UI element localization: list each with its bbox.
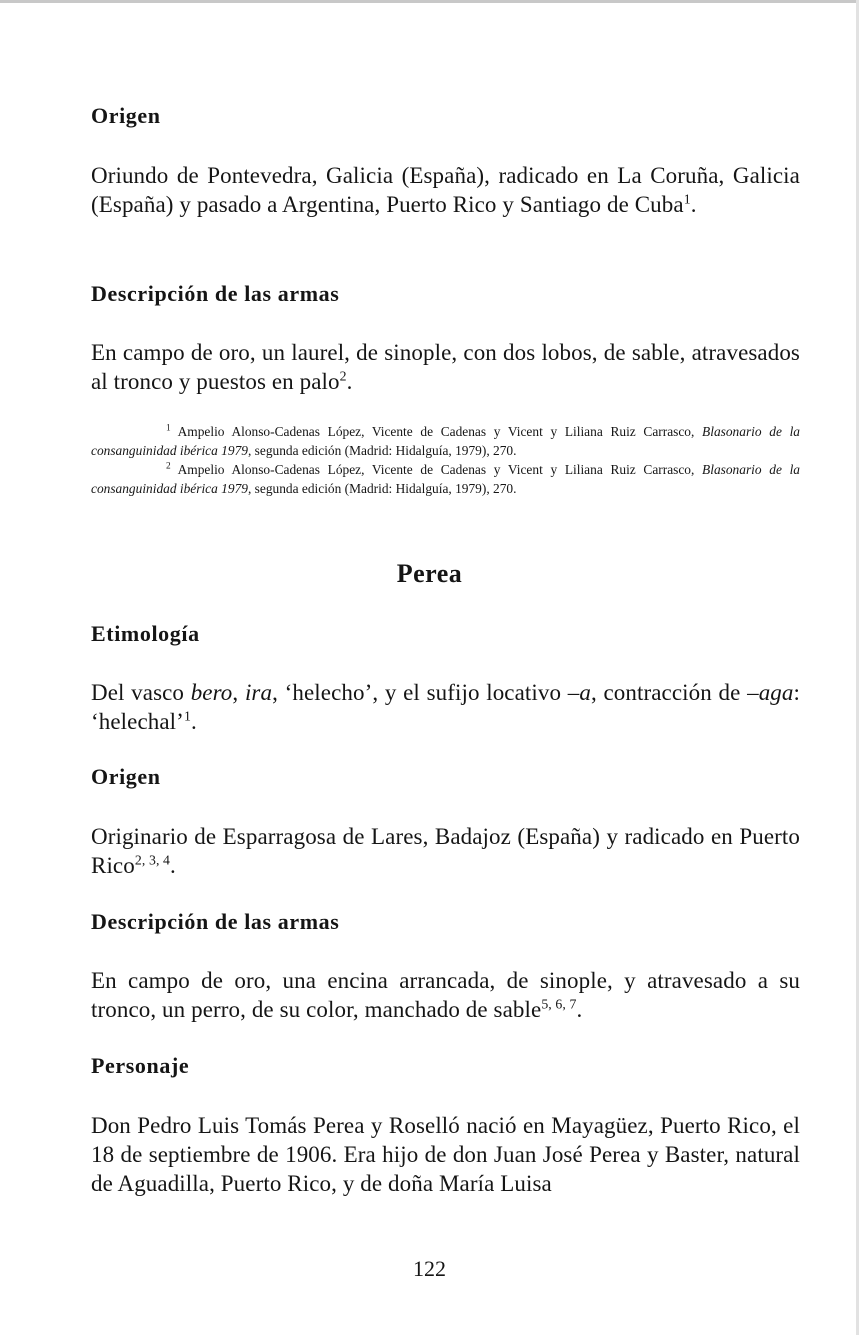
footnote-ref: 5, 6, 7 — [541, 996, 577, 1012]
top-scan-edge — [0, 0, 859, 3]
footnote-1 — [91, 422, 800, 460]
footnote-book-title: Blasonario de la consanguinidad ibérica 1979 — [91, 424, 800, 458]
personaje-heading: Personaje — [91, 1053, 190, 1078]
footnote-ref: 1 — [683, 191, 691, 207]
personaje-paragraph: Don Pedro Luis Tomás Perea y Roselló nació en Mayagüez, Puerto Rico, el 18 de septiembre de 1906. Era hijo de don Juan José Perea y Baster, natural de Aguadilla, Puerto Rico, y de doña María Luisa — [91, 1113, 800, 1196]
footnote-book-title: Blasonario de la consanguinidad ibérica 1979 — [91, 462, 800, 496]
etimologia-term: –a — [567, 680, 591, 705]
etimologia-text: , ‘helecho’, y el sufijo locativo — [272, 680, 568, 705]
origen-paragraph-2: Originario de Esparragosa de Lares, Badajoz (España) y radicado en Puerto Rico$^{2, 3, 4}$. — [91, 824, 800, 878]
footnote-number: 1 — [166, 423, 171, 434]
armas-paragraph: En campo de oro, un laurel, de sinople, con dos lobos, de sable, atravesados al tronco y puestos en palo$^2$. — [91, 340, 800, 394]
surname-title: Perea — [396, 559, 463, 588]
etimologia-term: –aga — [747, 680, 794, 705]
etimologia-text: , — [232, 680, 245, 705]
footnote-ref: 2, 3, 4 — [134, 852, 171, 868]
armas-heading-2: Descripción de las armas — [91, 909, 340, 934]
etimologia-term: bero — [190, 680, 233, 705]
footnote-2 — [91, 460, 800, 498]
origen-paragraph: Oriundo de Pontevedra, Galicia (España), radicado en La Coruña, Galicia (España) y pasado a Argentina, Puerto Rico y Santiago de Cuba$^1$. — [91, 163, 800, 217]
origen-text: Originario de Esparragosa de Lares, Badajoz (España) y radicado en Puerto Rico — [91, 824, 800, 878]
origen-heading: Origen — [91, 103, 161, 128]
armas-paragraph-2: En campo de oro, una encina arrancada, de sinople, y atravesado a su tronco, un perro, de su color, manchado de sable$^{5, 6, 7}$. — [91, 968, 800, 1022]
etimologia-paragraph — [91, 678, 800, 736]
etimologia-text: , contracción de — [590, 680, 748, 705]
armas-text: En campo de oro, una encina arrancada, de sinople, y atravesado a su tronco, un perro, de su color, manchado de sable — [91, 968, 800, 1022]
etimologia-text: Del vasco — [91, 680, 191, 705]
etimologia-text: . — [190, 709, 197, 734]
page-number: 122 — [413, 1256, 446, 1281]
armas-text: En campo de oro, un laurel, de sinople, con dos lobos, de sable, atravesados al tronco y puestos en palo — [91, 340, 800, 394]
footnote-ref: 1 — [183, 708, 191, 724]
footnote-authors: Ampelio Alonso-Cadenas López, Vicente de Cadenas y Vicent y Liliana Ruiz Carrasco, — [177, 424, 695, 439]
origen-text: Oriundo de Pontevedra, Galicia (España), radicado en La Coruña, Galicia (España) y pasado a Argentina, Puerto Rico y Santiago de Cuba — [91, 163, 800, 217]
footnote-number: 2 — [166, 461, 171, 472]
footnote-rest: , segunda edición (Madrid: Hidalguía, 1979), 270. — [247, 481, 517, 496]
etimologia-term: ira — [244, 680, 273, 705]
footnote-rest: , segunda edición (Madrid: Hidalguía, 1979), 270. — [247, 443, 517, 458]
etimologia-heading: Etimología — [91, 621, 200, 646]
etimologia-text: : ‘helechal’ — [91, 680, 801, 734]
origen-heading-2: Origen — [91, 764, 161, 789]
footnote-ref: 2 — [339, 368, 347, 384]
footnote-authors: Ampelio Alonso-Cadenas López, Vicente de Cadenas y Vicent y Liliana Ruiz Carrasco, — [177, 462, 695, 477]
armas-heading: Descripción de las armas — [91, 281, 340, 306]
